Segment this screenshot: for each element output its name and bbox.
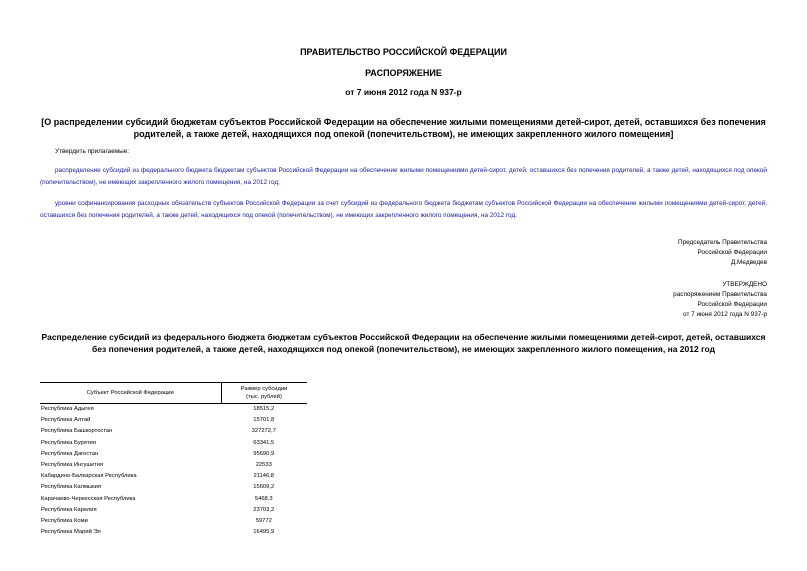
signature-name: Д.Медведев (730, 259, 767, 266)
table-header-row (40, 383, 307, 404)
table-row (40, 404, 307, 416)
column-header-region: Субъект Российской Федерации (40, 383, 221, 404)
table-row (40, 505, 307, 516)
approve-intro: Утвердить прилагаемые: (55, 148, 130, 155)
region-name: Республика Ингушетия (41, 462, 104, 469)
region-name: Республика Коми (41, 518, 88, 525)
document-date-number: от 7 июня 2012 года N 937-р (345, 87, 462, 97)
column-header-amount-line1: Размер субсидии (240, 386, 288, 392)
subsidy-amount: 15701,8 (253, 417, 275, 424)
region-name: Республика Адыгея (41, 406, 94, 412)
table-title: Распределение субсидий из федерального бюджета бюджетам субъектов Российской Федерации на обеспечение жилыми помещениями детей-сирот, детей, оставшихся без попечения родителей, а также детей, находящихся под опекой (попечительством), не имеющих закрепленного жилого помещения, на 2012 год (41, 332, 766, 354)
approved-by: распоряжением Правительства (673, 291, 767, 298)
region-name: Республика Калмыкия (41, 484, 102, 491)
table-row (40, 426, 307, 437)
region-name: Республика Карелия (41, 506, 97, 513)
signature-position: Председатель Правительства (678, 239, 767, 246)
table-row (40, 471, 307, 482)
column-header-amount-line2: (тыс. рублей) (246, 394, 282, 400)
subsidy-amount: 327272,7 (251, 428, 276, 435)
approval-stamp-block (673, 280, 767, 320)
subsidy-amount: 22533 (255, 462, 272, 469)
subsidy-amount: 95690,9 (253, 450, 275, 457)
signature-block (678, 238, 767, 268)
subsidy-amount: 23703,2 (253, 506, 275, 513)
table-body (40, 404, 307, 539)
document-type: РАСПОРЯЖЕНИЕ (365, 68, 442, 78)
signature-country: Российской Федерации (697, 249, 767, 256)
region-name: Республика Алтай (41, 417, 91, 424)
table-row (40, 482, 307, 493)
region-name: Карачаево-Черкесская Республика (41, 495, 136, 502)
subsidy-amount: 21146,8 (253, 473, 275, 480)
subsidy-amount: 18515,2 (253, 406, 275, 412)
document-heading: [О распределении субсидий бюджетам субъектов Российской Федерации на обеспечение жилыми помещениями детей-сирот, детей, оставшихся без попечения родителей, а также детей, находящихся под опекой (попечительством), не имеющих закрепленного жилого помещения] (41, 117, 766, 139)
table-row (40, 527, 307, 538)
region-name: Республика Бурятия (41, 439, 96, 446)
region-name: Республика Башкортостан (41, 428, 113, 435)
region-name: Республика Марий Эл (41, 529, 101, 536)
subsidy-table (40, 382, 307, 538)
approved-country: Российской Федерации (697, 301, 767, 308)
table-row (40, 449, 307, 460)
government-title: ПРАВИТЕЛЬСТВО РОССИЙСКОЙ ФЕДЕРАЦИИ (300, 47, 507, 57)
approved-item-distribution-link[interactable]: распределение субсидий из федерального бюджета бюджетам субъектов Российской Федерации на обеспечение жилыми помещениями детей-сирот, детей, оставшихся без попечения родителей, а также детей, находящихся под опекой (попечительством), не имеющих закрепленного жилого помещения, на 2012 год; (40, 167, 767, 186)
column-header-amount (221, 383, 307, 404)
table-row (40, 460, 307, 471)
subsidy-amount: 59772 (255, 518, 272, 525)
subsidy-amount: 63341,5 (253, 439, 275, 446)
subsidy-amount: 5468,3 (254, 495, 273, 502)
region-name: Республика Дагестан (41, 450, 99, 457)
approved-label: УТВЕРЖДЕНО (722, 281, 767, 288)
table-row (40, 438, 307, 449)
table-row (40, 494, 307, 505)
table-row (40, 516, 307, 527)
region-name: Кабардино-Балкарская Республика (41, 473, 137, 480)
approved-date: от 7 июня 2012 года N 937-р (683, 311, 767, 318)
approved-item-cofinancing-link[interactable]: уровни софинансирования расходных обязательств субъектов Российской Федерации за счет субсидий из федерального бюджета бюджетам субъектов Российской Федерации на обеспечение жилыми помещениями детей-сирот, детей, оставшихся без попечения родителей, а также детей, находящихся под опекой (попечительством), не имеющих закрепленного жилого помещения, на 2012 год. (40, 200, 767, 219)
subsidy-amount: 16495,9 (253, 529, 275, 536)
subsidy-amount: 15609,2 (253, 484, 275, 491)
table-row (40, 415, 307, 426)
